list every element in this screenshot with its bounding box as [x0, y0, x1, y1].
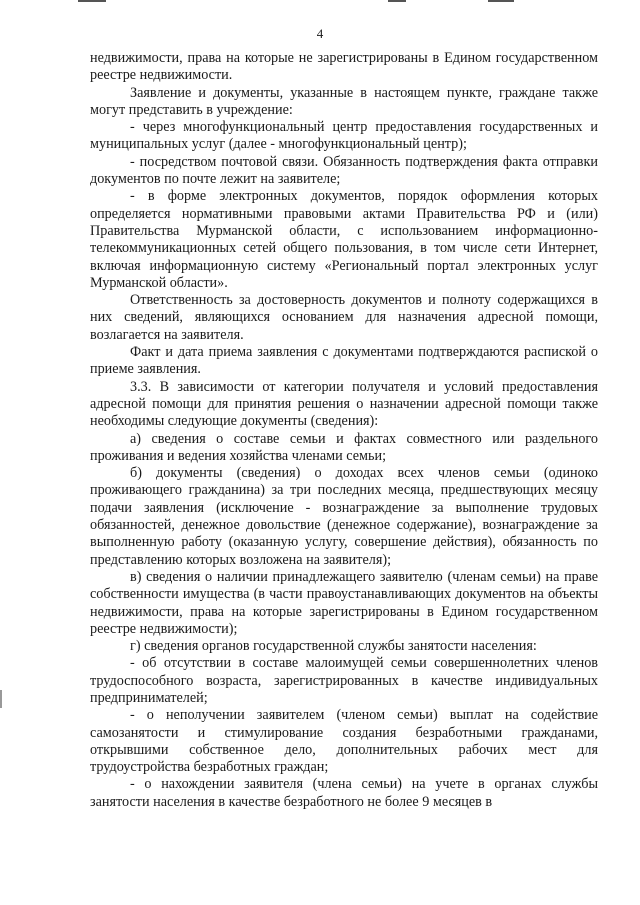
list-item: - посредством почтовой связи. Обязанность подтверждения факта отправки документов по почте лежит на заявителе; — [90, 153, 598, 188]
paragraph: Заявление и документы, указанные в настоящем пункте, граждане также могут представить в учреждение: — [90, 84, 598, 118]
list-item: - через многофункциональный центр предоставления государственных и муниципальных услуг (далее - многофункциональный центр); — [90, 119, 598, 153]
list-item: - в форме электронных документов, порядок оформления которых определяется нормативными правовыми актами Правительства РФ и (или) Правительства Мурманской области, с использованием информационно-телекоммуникационных сетей общего пользования, в том числе сети Интернет, включая информационную систему «Региональный портал электронных услуг Мурманской области». — [90, 188, 598, 291]
list-item: в) сведения о наличии принадлежащего заявителю (членам семьи) на праве собственности имущества (в части правоустанавливающих документов на объекты недвижимости, права на которые зарегистрированы в Едином государственном реестре недвижимости); — [90, 568, 598, 637]
list-item: а) сведения о составе семьи и фактах совместного или раздельного проживания и ведения хозяйства членами семьи; — [90, 430, 598, 464]
scan-mark — [78, 0, 106, 2]
page-number: 4 — [316, 26, 324, 41]
list-item: - о неполучении заявителем (членом семьи) выплат на содействие самозанятости и стимулирование создания безработными гражданами, открывшими собственное дело, дополнительных рабочих мест для трудоустройства безработных граждан; — [90, 707, 598, 776]
scan-mark — [0, 690, 2, 708]
scan-mark — [488, 0, 514, 2]
document-body — [90, 50, 598, 811]
paragraph: 3.3. В зависимости от категории получателя и условий предоставления адресной помощи для принятия решения о назначении адресной помощи также необходимы следующие документы (сведения): — [90, 378, 598, 430]
list-item: - о нахождении заявителя (члена семьи) на учете в органах службы занятости населения в качестве безработного не более 9 месяцев в — [90, 776, 598, 810]
paragraph: Факт и дата приема заявления с документами подтверждаются распиской о приеме заявления. — [90, 344, 598, 378]
list-item: - об отсутствии в составе малоимущей семьи совершеннолетних членов трудоспособного возраста, зарегистрированных в качестве индивидуальных предпринимателей; — [90, 655, 598, 706]
scan-mark — [388, 0, 406, 2]
list-item: г) сведения органов государственной службы занятости населения: — [130, 638, 537, 655]
paragraph: недвижимости, права на которые не зарегистрированы в Едином государственном реестре недвижимости. — [90, 50, 598, 84]
paragraph: Ответственность за достоверность документов и полноту содержащихся в них сведений, являющихся основанием для назначения адресной помощи, возлагается на заявителя. — [90, 292, 598, 343]
list-item: б) документы (сведения) о доходах всех членов семьи (одиноко проживающего гражданина) за три последних месяца, предшествующих месяцу подачи заявления (исключение - вознаграждение за выполнение трудовых обязанностей, денежное довольствие (денежное содержание), вознаграждение за выполненную работу (оказанную услугу, совершение действия), обязанность по представлению которых возложена на заявителя); — [90, 465, 598, 568]
